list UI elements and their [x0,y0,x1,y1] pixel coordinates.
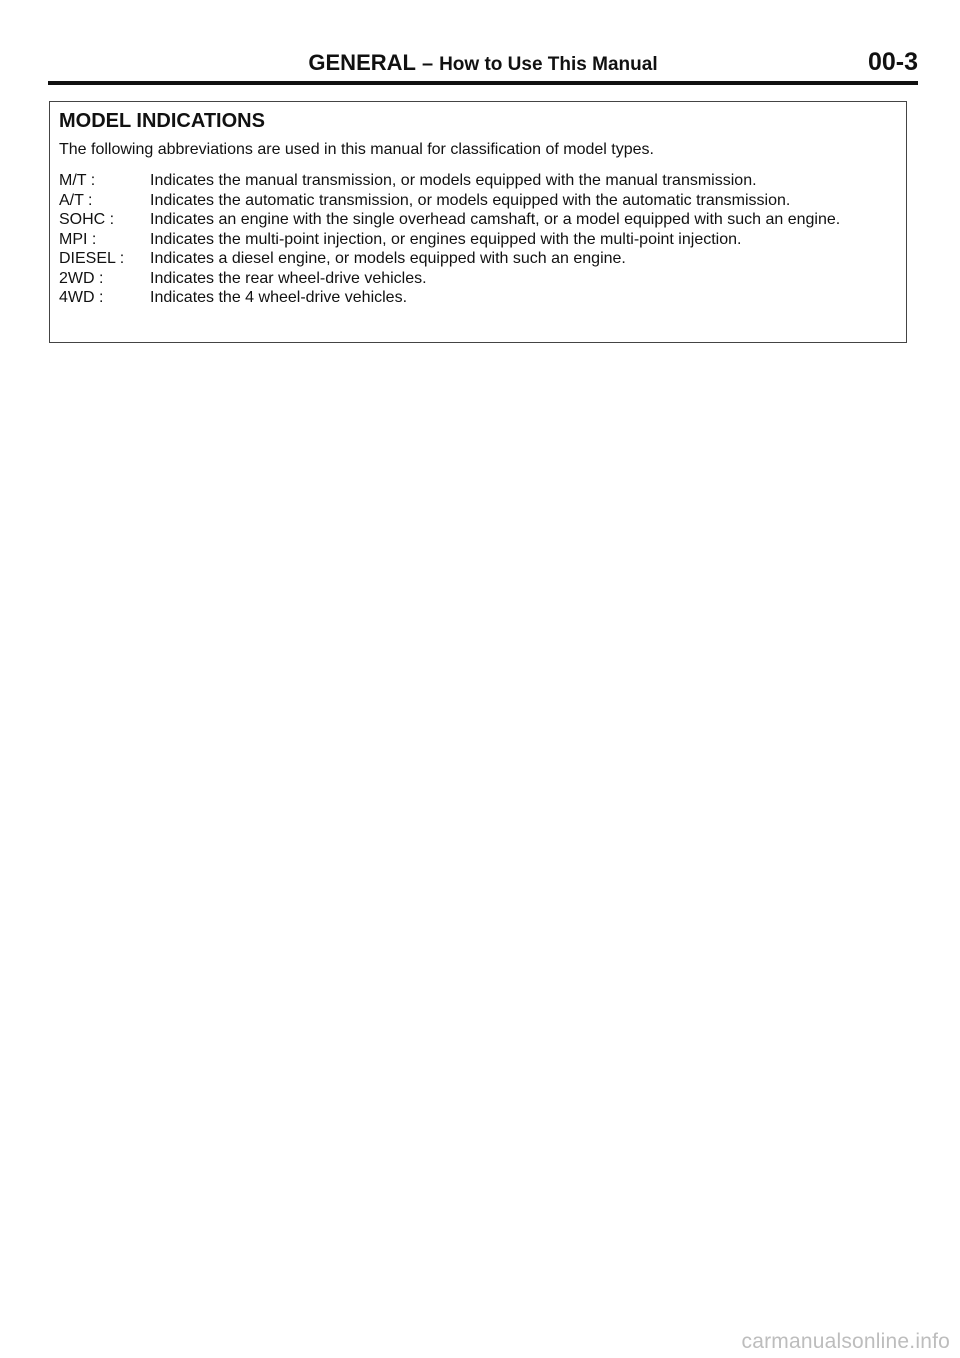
definition-list [59,171,897,308]
definition-row [59,191,897,211]
definition-description: Indicates an engine with the single overhead camshaft, or a model equipped with such an engine. [150,211,841,228]
header-rule [48,81,918,85]
header-subtitle: How to Use This Manual [439,54,658,75]
definition-row [59,210,897,230]
intro-text: The following abbreviations are used in this manual for classification of model types. [59,141,654,158]
definition-row [59,249,897,269]
section-title: MODEL INDICATIONS [59,110,265,132]
definition-description: Indicates the multi-point injection, or engines equipped with the multi-point injection. [150,230,742,248]
definition-term: M/T : [59,172,96,189]
watermark: carmanualsonline.info [741,1330,950,1353]
definition-description: Indicates the 4 wheel-drive vehicles. [150,289,408,306]
definition-row [59,171,897,191]
header-title [48,50,918,76]
definition-term: 2WD : [59,269,104,287]
definition-term: DIESEL : [59,250,125,267]
definition-description: Indicates the automatic transmission, or models equipped with the automatic transmission. [150,191,791,209]
definition-row [59,288,897,308]
page-header [48,50,918,82]
definition-description: Indicates the rear wheel-drive vehicles. [150,269,427,287]
header-dash: – [421,53,434,75]
definition-description: Indicates a diesel engine, or models equipped with such an engine. [150,250,626,267]
definition-term: SOHC : [59,211,115,228]
definition-term: MPI : [59,230,97,248]
definition-row [59,230,897,250]
definition-description: Indicates the manual transmission, or models equipped with the manual transmission. [150,172,757,189]
definition-row [59,269,897,289]
header-section: GENERAL [308,50,416,75]
model-indications-box [49,101,907,343]
definition-term: A/T : [59,191,93,209]
definition-term: 4WD : [59,289,104,306]
page-number: 00-3 [867,48,918,76]
